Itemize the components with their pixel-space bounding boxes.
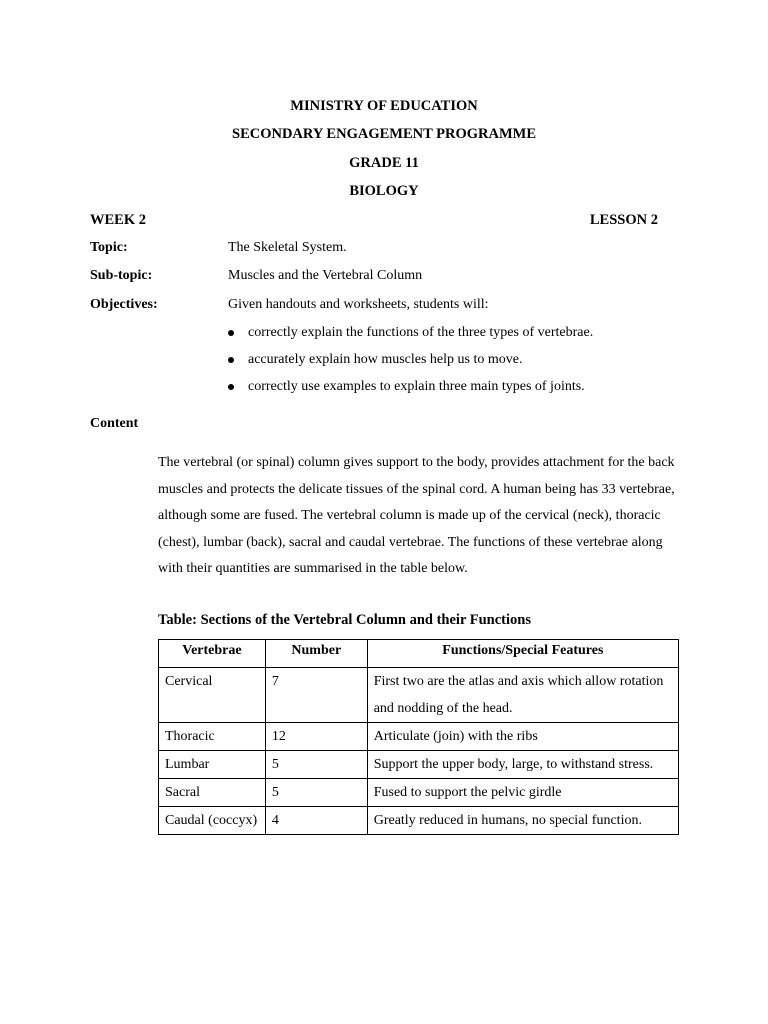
lesson-label: LESSON 2 xyxy=(589,212,658,228)
table-cell: 4 xyxy=(265,807,367,835)
table-cell: Greatly reduced in humans, no special function. xyxy=(367,807,678,835)
bullet-icon xyxy=(228,384,234,390)
table-cell: Thoracic xyxy=(159,723,266,751)
programme-heading: SECONDARY ENGAGEMENT PROGRAMME xyxy=(232,126,536,142)
table-cell: 5 xyxy=(265,751,367,779)
bullet-icon xyxy=(228,357,234,363)
table-cell: Articulate (join) with the ribs xyxy=(367,723,678,751)
objectives-intro: Given handouts and worksheets, students will: xyxy=(228,297,489,312)
table-row xyxy=(159,807,679,835)
objective-item: correctly explain the functions of the three types of vertebrae. xyxy=(228,323,593,350)
column-header: Functions/Special Features xyxy=(367,640,678,668)
subtopic-label: Sub-topic: xyxy=(90,268,153,283)
subtopic-value: Muscles and the Vertebral Column xyxy=(228,268,423,283)
table-cell: Sacral xyxy=(159,779,266,807)
content-paragraph: The vertebral (or spinal) column gives support to the body, provides attachment for the back muscles and protects the delicate tissues of the spinal cord. A human being has 33 vertebrae, although some are fused. The vertebral column is made up of the cervical (neck), thoracic (chest), lumbar (back), sacral and caudal vertebrae. The functions of these vertebrae along with their quantities are summarised in the table below. xyxy=(158,455,675,576)
table-cell: First two are the atlas and axis which allow rotation and nodding of the head. xyxy=(367,668,678,723)
subject-heading: BIOLOGY xyxy=(349,183,419,199)
table-cell: Support the upper body, large, to withstand stress. xyxy=(367,751,678,779)
table-cell: Fused to support the pelvic girdle xyxy=(367,779,678,807)
week-label: WEEK 2 xyxy=(90,212,146,228)
table-row xyxy=(159,723,679,751)
table-cell: Lumbar xyxy=(159,751,266,779)
table-row xyxy=(159,668,679,723)
table-row xyxy=(159,751,679,779)
topic-value: The Skeletal System. xyxy=(228,240,347,255)
objective-item: accurately explain how muscles help us to move. xyxy=(228,350,593,377)
column-header: Vertebrae xyxy=(159,640,266,668)
bullet-icon xyxy=(228,330,234,336)
table-cell: Caudal (coccyx) xyxy=(159,807,266,835)
topic-label: Topic: xyxy=(90,240,128,255)
table-cell: Cervical xyxy=(159,668,266,723)
objectives-label: Objectives: xyxy=(90,297,158,312)
ministry-heading: MINISTRY OF EDUCATION xyxy=(290,98,478,114)
table-cell: 5 xyxy=(265,779,367,807)
table-title: Table: Sections of the Vertebral Column and their Functions xyxy=(158,612,531,628)
objective-item: correctly use examples to explain three main types of joints. xyxy=(228,377,593,404)
vertebrae-table xyxy=(158,639,679,835)
table-header-row xyxy=(159,640,679,668)
content-heading: Content xyxy=(90,416,139,431)
column-header: Number xyxy=(265,640,367,668)
table-cell: 12 xyxy=(265,723,367,751)
table-row xyxy=(159,779,679,807)
grade-heading: GRADE 11 xyxy=(349,155,419,171)
table-cell: 7 xyxy=(265,668,367,723)
objectives-list xyxy=(228,323,593,404)
